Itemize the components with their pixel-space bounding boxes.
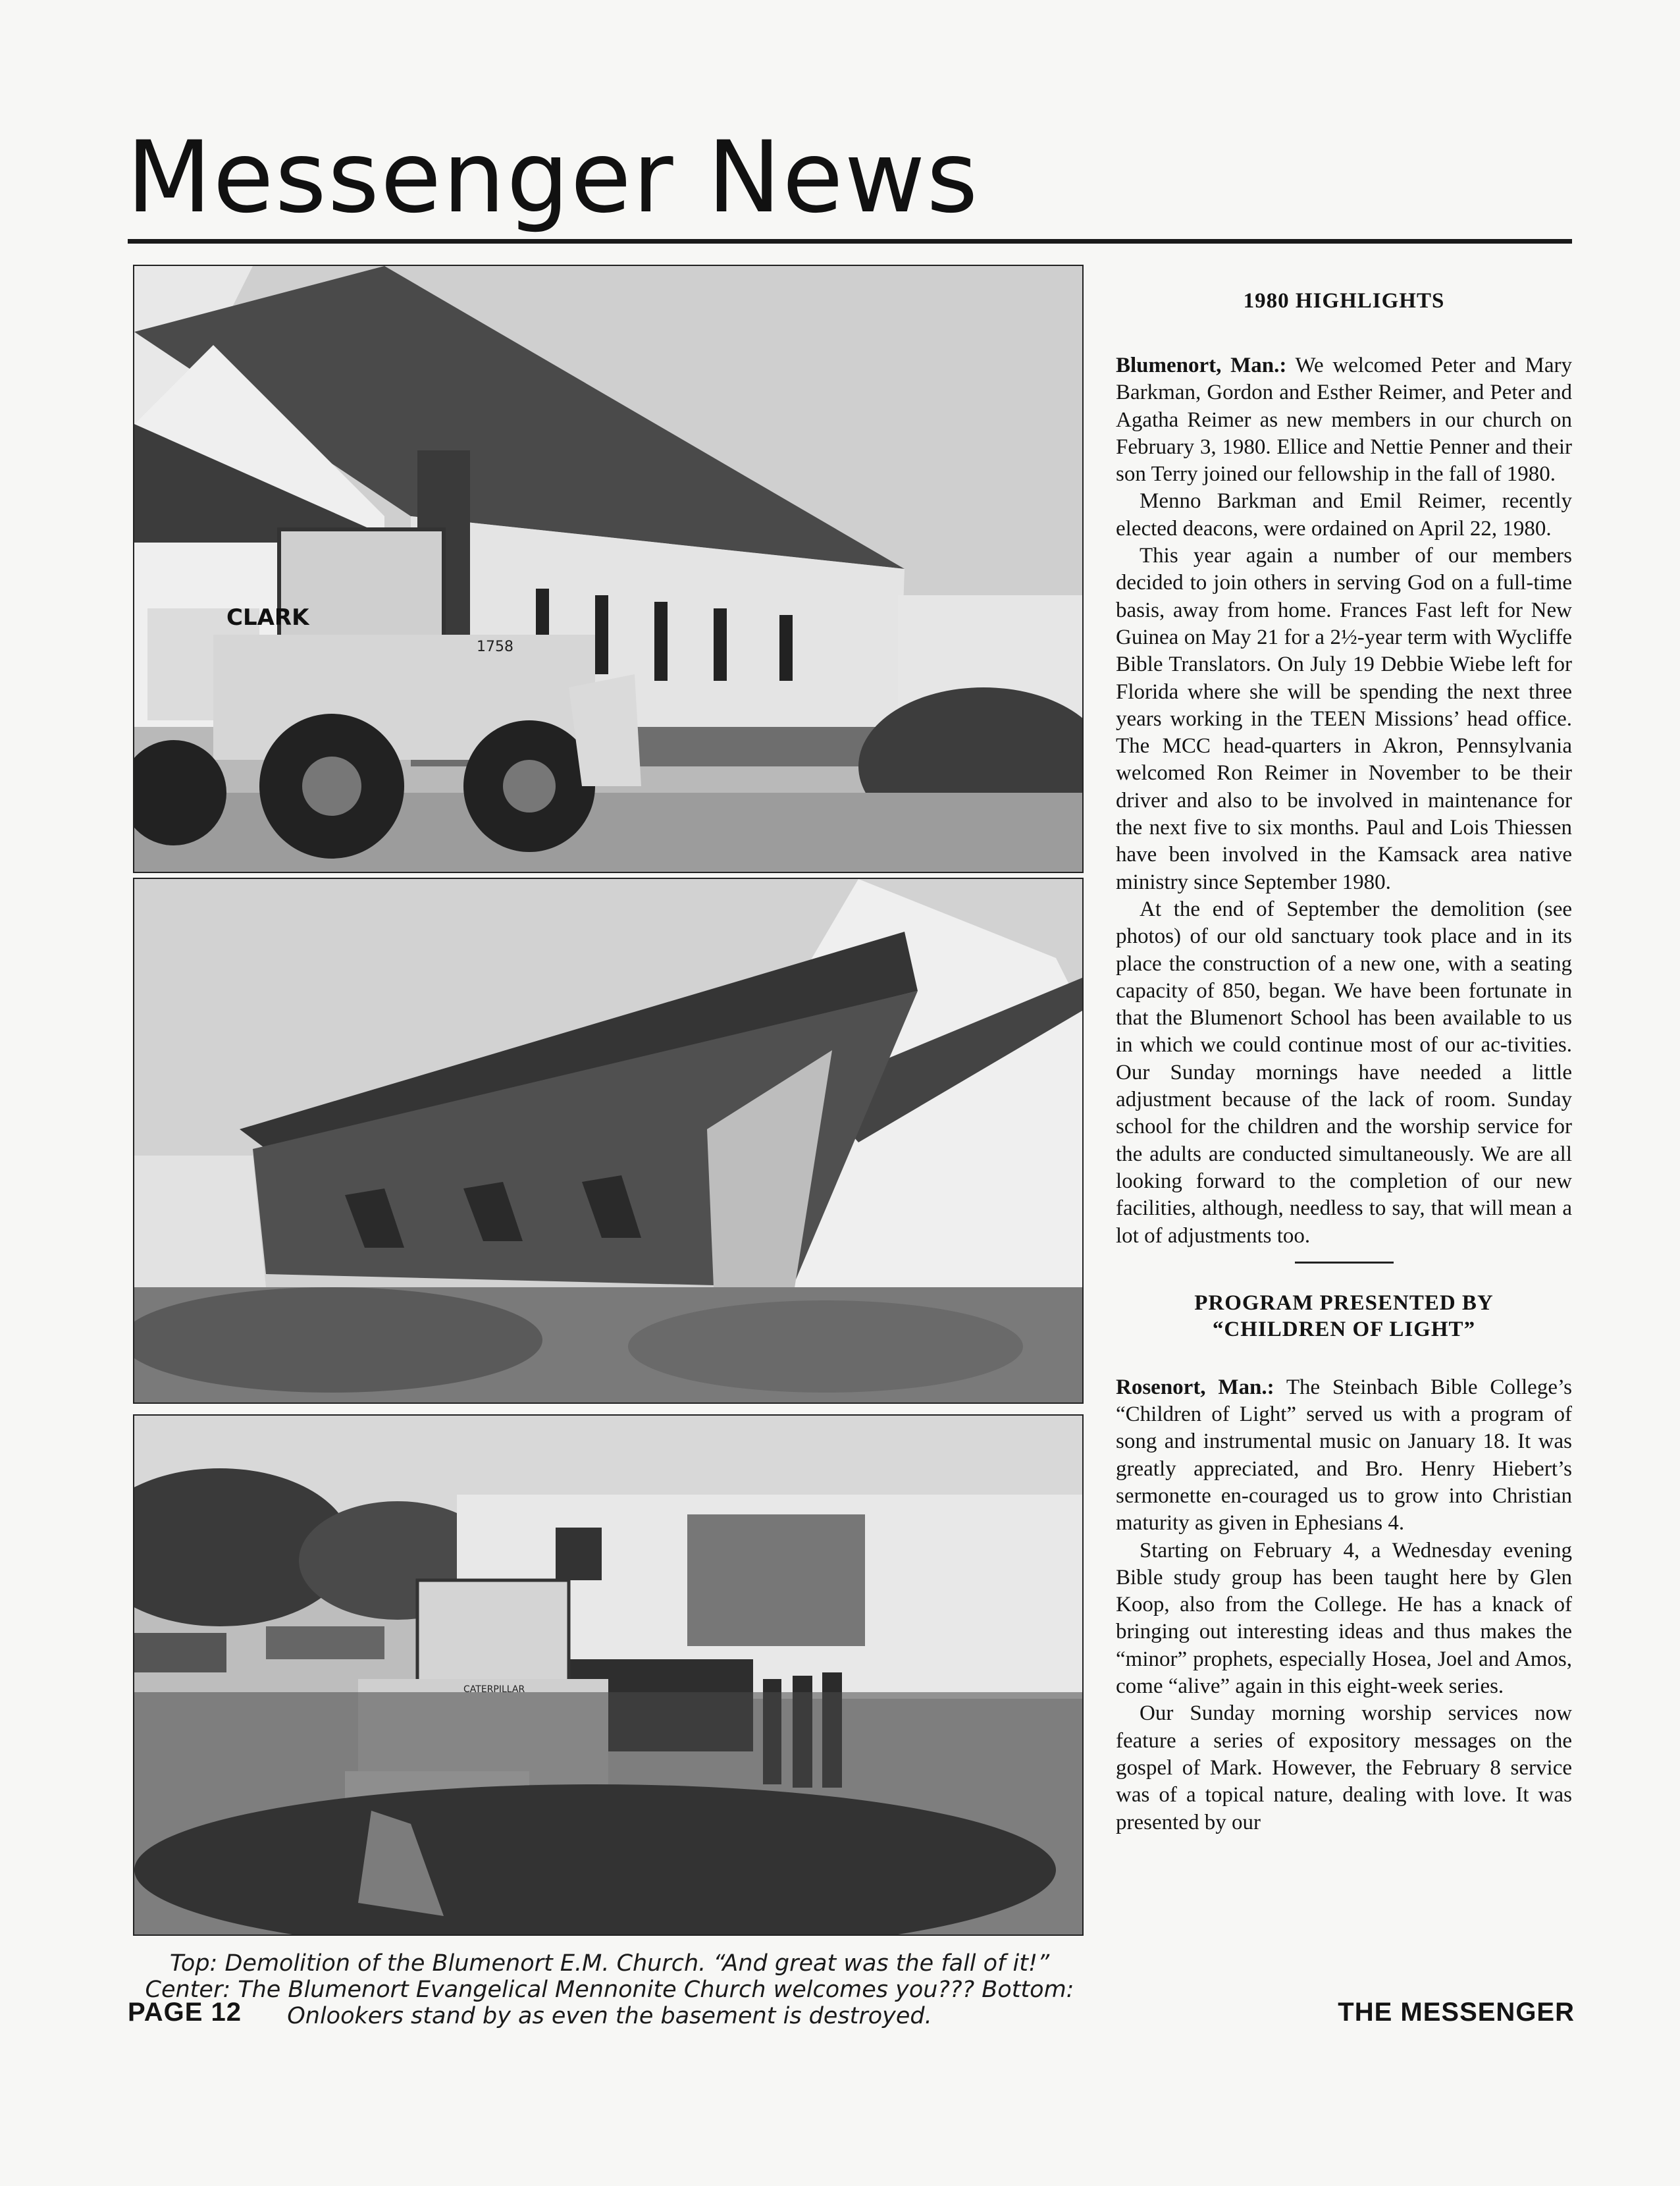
highlights-paragraph-4: At the end of September the demolition (see photos) of our old sanctuary took place and in its place the construction of a new one, with a seating capacity of 850, began. We have been fortunate in that the Blumenort School has been available to us in which we could continue most of our ac-tivities. Our Sunday mornings have needed a little adjustment because of the lack of room. Sunday school for the children and the worship service for the adults are conducted simultaneously. We are all looking forward to the completion of our new facilities, although, needless to say, that will mean a lot of adjustments too. bbox=[1116, 897, 1572, 1248]
highlights-placename: Blumenort, Man.: bbox=[1116, 354, 1287, 377]
section-divider bbox=[1295, 1262, 1394, 1264]
news-column bbox=[1116, 288, 1572, 1836]
caption-line-3: Onlookers stand by as even the basement is destroyed. bbox=[287, 2003, 932, 2029]
loader-number-label: 1758 bbox=[477, 639, 513, 655]
loader-brand-label: CLARK bbox=[226, 604, 309, 631]
program-article bbox=[1116, 1290, 1572, 1836]
program-paragraph-3: Our Sunday morning worship services now feature a series of expository messages on the gospel of Mark. However, the February 8 service was of a topical nature, dealing with love. It was presented by our bbox=[1116, 1701, 1572, 1834]
program-paragraph-1: Rosenort, Man.: The Steinbach Bible College’s “Children of Light” served us with a program of song and instrumental music on January 18. It was greatly appreciated, and Bro. Henry Hiebert’s sermonette en-couraged us to grow into Christian maturity as given in Ephesians 4. bbox=[1116, 1375, 1572, 1535]
program-heading: PROGRAM PRESENTED BY “CHILDREN OF LIGHT” bbox=[1194, 1291, 1494, 1341]
photo-collapsed-church bbox=[133, 878, 1084, 1404]
program-placename: Rosenort, Man.: bbox=[1116, 1375, 1274, 1399]
highlights-paragraph-1: Blumenort, Man.: We welcomed Peter and Mary Barkman, Gordon and Esther Reimer, and Peter and Agatha Reimer as new members in our church on February 3, 1980. Ellice and Nettie Penner and their son Terry joined our fellowship in the fall of 1980. bbox=[1116, 354, 1572, 487]
highlights-paragraph-3: This year again a number of our members decided to join others in serving God on a full-time basis, away from home. Frances Fast left for New Guinea on May 21 for a 2½-year term with Wycliffe Bible Translators. On July 19 Debbie Wiebe left for Florida where she will be spending the next three years working in the TEEN Missions’ head office. The MCC head-quarters in Akron, Pennsylvania welcomed Ron Reimer in November to be their driver and also to be involved in maintenance for the next five to six months. Paul and Lois Thiessen have been involved in the Kamsack area native ministry since September 1980. bbox=[1116, 544, 1572, 894]
photo-basement-destruction bbox=[133, 1414, 1084, 1936]
photo-caption bbox=[129, 1950, 1090, 2029]
photo-demolition-loader bbox=[133, 265, 1084, 873]
program-paragraph-2: Starting on February 4, a Wednesday evening Bible study group has been taught here by Glen Koop, also from the College. He has a knack of bringing out interesting ideas and thus makes the “minor” prophets, especially Hosea, Joel and Amos, come “alive” again in this eight-week series. bbox=[1116, 1538, 1572, 1699]
masthead-title: Messenger News bbox=[126, 120, 980, 235]
caption-line-2: Center: The Blumenort Evangelical Mennonite Church welcomes you??? Bottom: bbox=[145, 1977, 1074, 2003]
tractor-brand-label: CATERPILLAR bbox=[463, 1684, 525, 1695]
highlights-paragraph-2: Menno Barkman and Emil Reimer, recently elected deacons, were ordained on April 22, 1980. bbox=[1116, 489, 1572, 541]
masthead-rule bbox=[128, 239, 1572, 244]
page-number: PAGE 12 bbox=[128, 1998, 242, 2027]
caption-line-1: Top: Demolition of the Blumenort E.M. Church. “And great was the fall of it!” bbox=[169, 1950, 1050, 1977]
highlights-heading: 1980 HIGHLIGHTS bbox=[1243, 289, 1445, 313]
magazine-title: THE MESSENGER bbox=[1338, 1998, 1575, 2027]
